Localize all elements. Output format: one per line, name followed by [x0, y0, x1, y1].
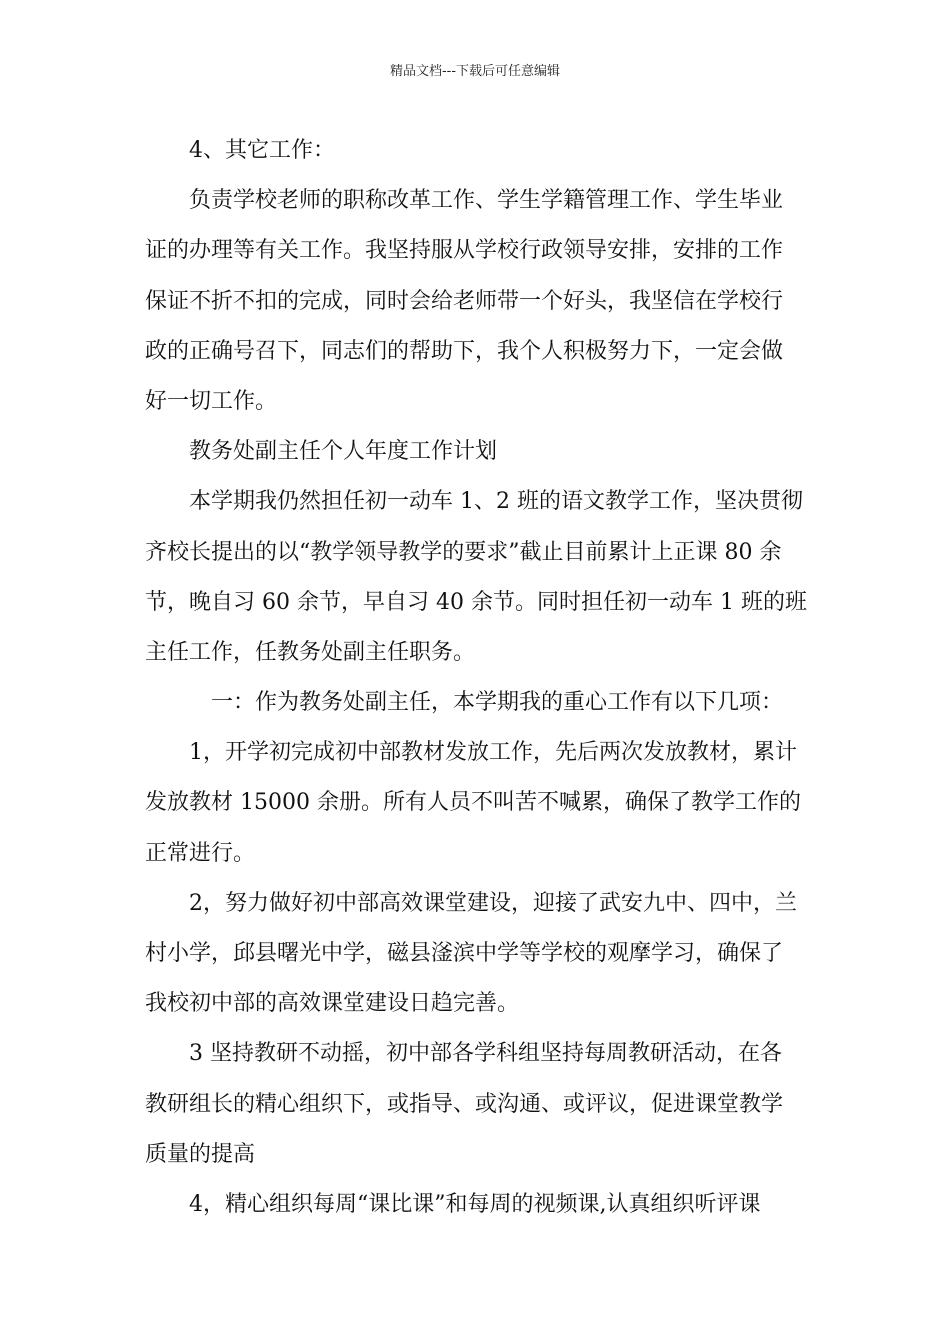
list-item-3: 3 坚持教研不动摇，初中部各学科组坚持每周教研活动，在各 [189, 1041, 782, 1067]
paragraph-line: 主任工作，任教务处副主任职务。 [145, 639, 476, 665]
paragraph-line: 村小学，邱县曙光中学，磁县滏滨中学等学校的观摩学习，确保了 [145, 941, 784, 966]
paragraph-line: 节，晚自习 60 余节，早自习 40 余节。同时担任初一动车 1 班的班 [145, 589, 807, 615]
paragraph-line: 齐校长提出的以“教学领导教学的要求”截止目前累计上正课 80 余 [145, 539, 782, 565]
paragraph-line: 好一切工作。 [145, 388, 278, 414]
section-heading-main-work: 一：作为教务处副主任，本学期我的重心工作有以下几项： [211, 690, 784, 716]
page-header: 精品文档---下载后可任意编辑 [389, 64, 561, 79]
paragraph-line: 本学期我仍然担任初一动车 1、2 班的语文教学工作，坚决贯彻 [189, 489, 803, 515]
paragraph-line: 发放教材 15000 余册。所有人员不叫苦不喊累，确保了教学工作的 [145, 790, 801, 816]
document-body [145, 126, 809, 1230]
paragraph-line: 我校初中部的高效课堂建设日趋完善。 [145, 991, 520, 1017]
paragraph-line: 质量的提高 [145, 1141, 256, 1167]
paragraph-line: 负责学校老师的职称改革工作、学生学籍管理工作、学生毕业 [189, 188, 784, 214]
paragraph-line: 政的正确号召下，同志们的帮助下，我个人积极努力下，一定会做 [145, 338, 784, 364]
list-item-1: 1，开学初完成初中部教材发放工作，先后两次发放教材，累计 [189, 740, 797, 766]
list-item-4: 4，精心组织每周“课比课”和每周的视频课,认真组织听评课 [189, 1191, 761, 1217]
paragraph-line: 保证不折不扣的完成，同时会给老师带一个好头，我坚信在学校行 [145, 288, 784, 314]
document-title: 教务处副主任个人年度工作计划 [189, 439, 498, 465]
paragraph-line: 证的办理等有关工作。我坚持服从学校行政领导安排，安排的工作 [145, 238, 784, 264]
list-item-2: 2，努力做好初中部高效课堂建设，迎接了武安九中、四中，兰 [189, 890, 797, 916]
paragraph-line: 教研组长的精心组织下，或指导、或沟通、或评议，促进课堂教学 [145, 1091, 784, 1117]
section-heading-other-work: 4、其它工作： [189, 138, 335, 163]
paragraph-line: 正常进行。 [145, 840, 256, 866]
